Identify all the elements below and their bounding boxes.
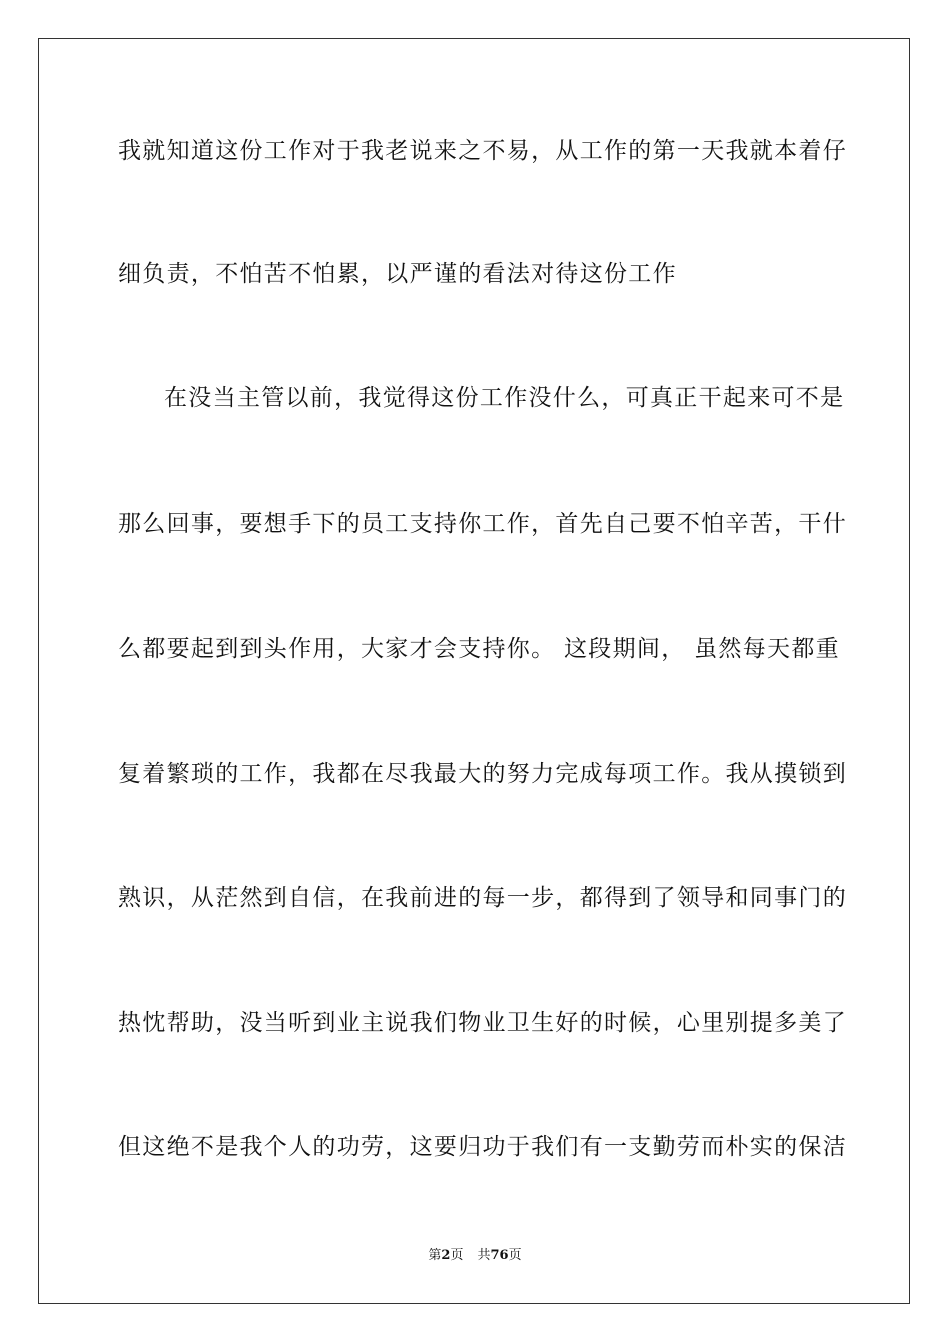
- page-number: 2: [441, 1248, 451, 1263]
- text-line: 热忱帮助，没当听到业主说我们物业卫生好的时候，心里别提多美了: [118, 1010, 847, 1036]
- text-line: 熟识，从茫然到自信，在我前进的每一步，都得到了领导和同事门的: [118, 885, 847, 911]
- text-line: 么都要起到到头作用，大家才会支持你。 这段期间， 虽然每天都重: [118, 636, 840, 662]
- text-line: 但这绝不是我个人的功劳，这要归功于我们有一支勤劳而朴实的保洁: [118, 1134, 847, 1160]
- page-footer: [0, 1247, 950, 1265]
- page-border: [38, 38, 910, 1304]
- text-line: 细负责，不怕苦不怕累，以严谨的看法对待这份工作: [118, 261, 677, 287]
- total-prefix: 共: [477, 1248, 491, 1263]
- total-suffix: 页: [508, 1248, 522, 1263]
- page-suffix: 页: [450, 1248, 464, 1263]
- page-prefix: 第: [428, 1248, 442, 1263]
- paragraph-first-line: 在没当主管以前，我觉得这份工作没什么，可真正干起来可不是: [164, 385, 845, 411]
- total-pages: 76: [490, 1248, 509, 1263]
- text-line: 我就知道这份工作对于我老说来之不易，从工作的第一天我就本着仔: [118, 138, 847, 164]
- text-line: 那么回事，要想手下的员工支持你工作，首先自己要不怕辛苦，干什: [118, 511, 847, 537]
- text-line: 复着繁琐的工作，我都在尽我最大的努力完成每项工作。我从摸锁到: [118, 761, 847, 787]
